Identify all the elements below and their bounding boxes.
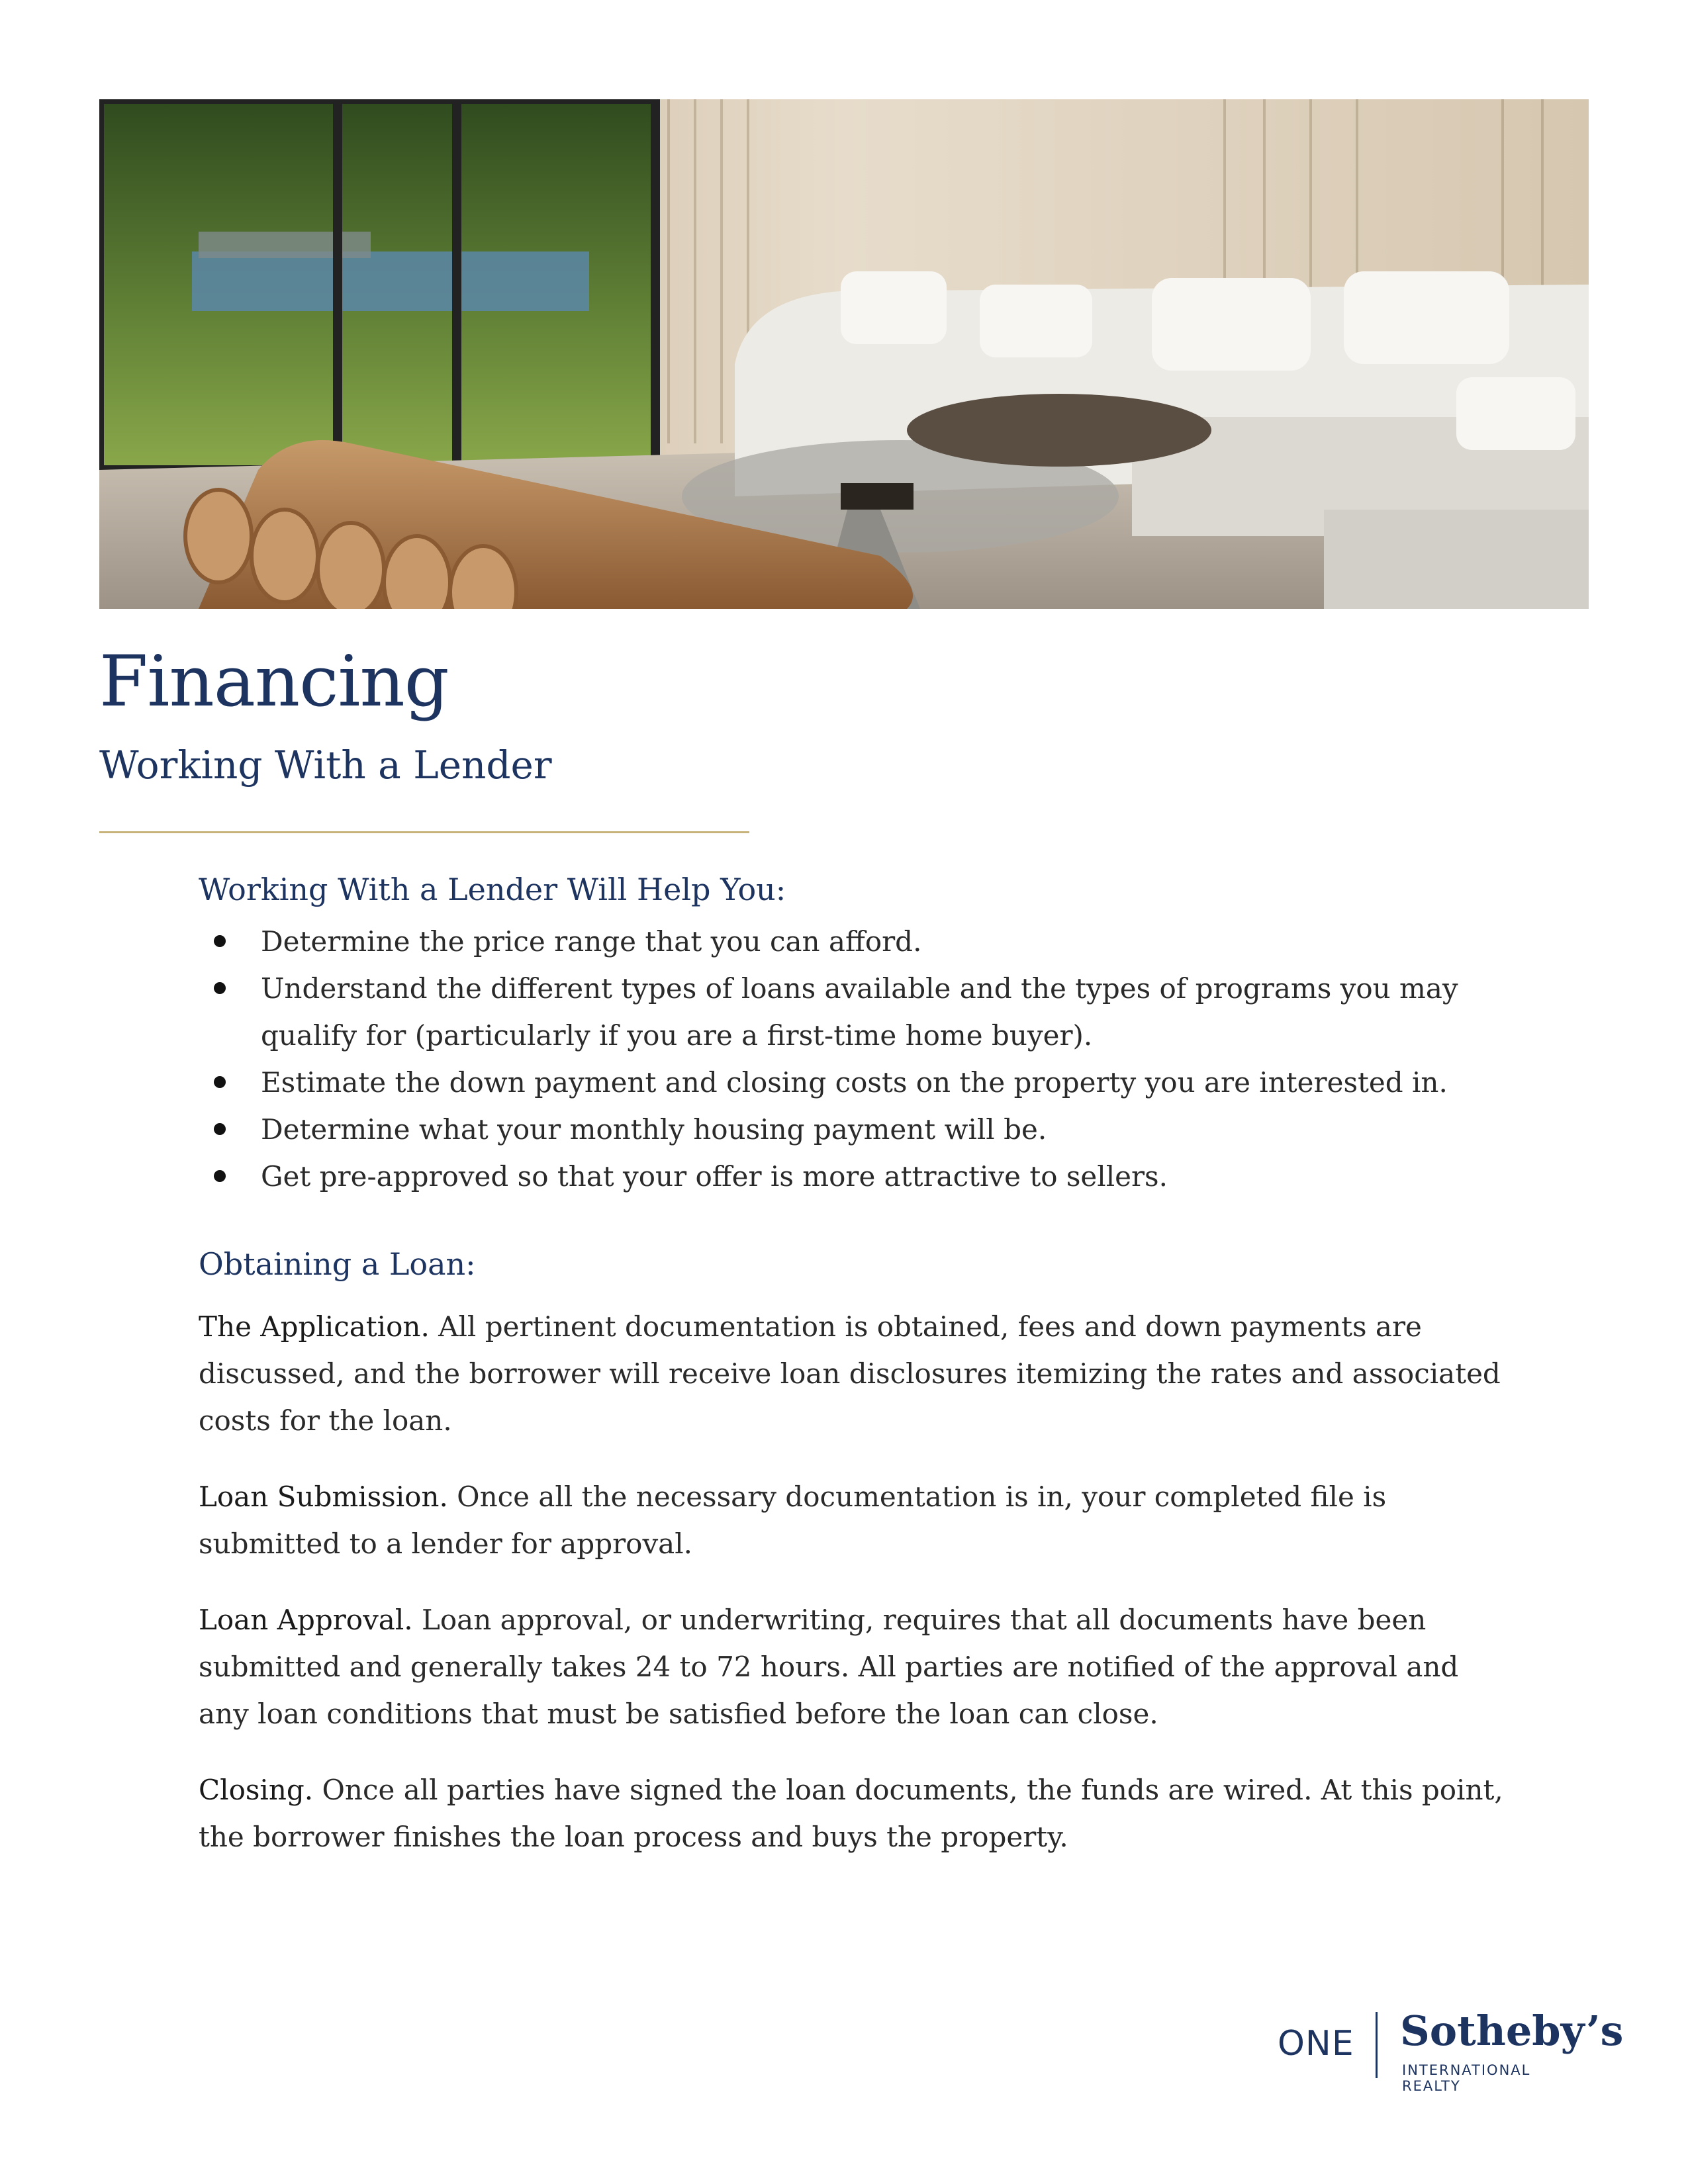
main-content [199,870,1516,1889]
list-item [199,965,1516,1059]
bullet-icon [214,982,226,994]
living-room-illustration [99,99,1589,609]
paragraph-text: Once all the necessary documentation is in, your completed file is submitted to a lender for approval. [199,1480,1387,1560]
logo-divider [1376,2012,1378,2078]
list-item-text: Get pre-approved so that your offer is more attractive to sellers. [261,1160,1168,1193]
list-item [199,1153,1516,1200]
paragraph-lead: Loan Submission. [199,1480,448,1513]
hero-photo [99,99,1589,609]
paragraph-text: Once all parties have signed the loan documents, the funds are wired. At this point, the borrower finishes the loan process and buys the property. [199,1773,1503,1853]
list-item-text: Estimate the down payment and closing costs on the property you are interested in. [261,1066,1448,1099]
logo-one: ONE [1278,2024,1354,2064]
paragraph-closing [199,1766,1516,1860]
bullet-icon [214,935,226,947]
bullet-icon [214,1076,226,1088]
page-title: Financing [99,641,449,722]
page-subtitle: Working With a Lender [99,743,552,788]
title-divider [99,831,749,833]
bullet-icon [214,1123,226,1135]
paragraph-lead: The Application. [199,1310,430,1343]
section-title-loan: Obtaining a Loan: [199,1246,476,1282]
list-item-text: Understand the different types of loans available and the types of programs you may qualify for (particularly if you are a first-time home buyer). [261,972,1458,1052]
list-item [199,918,1516,965]
list-item [199,1059,1516,1106]
list-item-text: Determine the price range that you can afford. [261,925,922,958]
help-list [199,918,1516,1200]
paragraph-approval [199,1596,1516,1737]
list-item-text: Determine what your monthly housing payment will be. [261,1113,1047,1146]
logo-brand: Sotheby’s [1400,2007,1624,2055]
logo-tagline: INTERNATIONAL REALTY [1402,2062,1531,2094]
list-item [199,1106,1516,1153]
paragraph-lead: Closing. [199,1773,314,1806]
paragraph-lead: Loan Approval. [199,1603,413,1636]
paragraph-text: Loan approval, or underwriting, requires that all documents have been submitted and generally takes 24 to 72 hours. All parties are notified of the approval and any loan conditions that must be satisfied before the loan can close. [199,1603,1459,1730]
bullet-icon [214,1170,226,1182]
paragraph-submission [199,1473,1516,1567]
section-title-help: Working With a Lender Will Help You: [199,872,786,907]
paragraph-text: All pertinent documentation is obtained, fees and down payments are discussed, and the borrower will receive loan disclosures itemizing the rates and associated costs for the loan. [199,1310,1501,1437]
paragraph-application [199,1303,1516,1444]
brand-logo [1278,2007,1624,2094]
